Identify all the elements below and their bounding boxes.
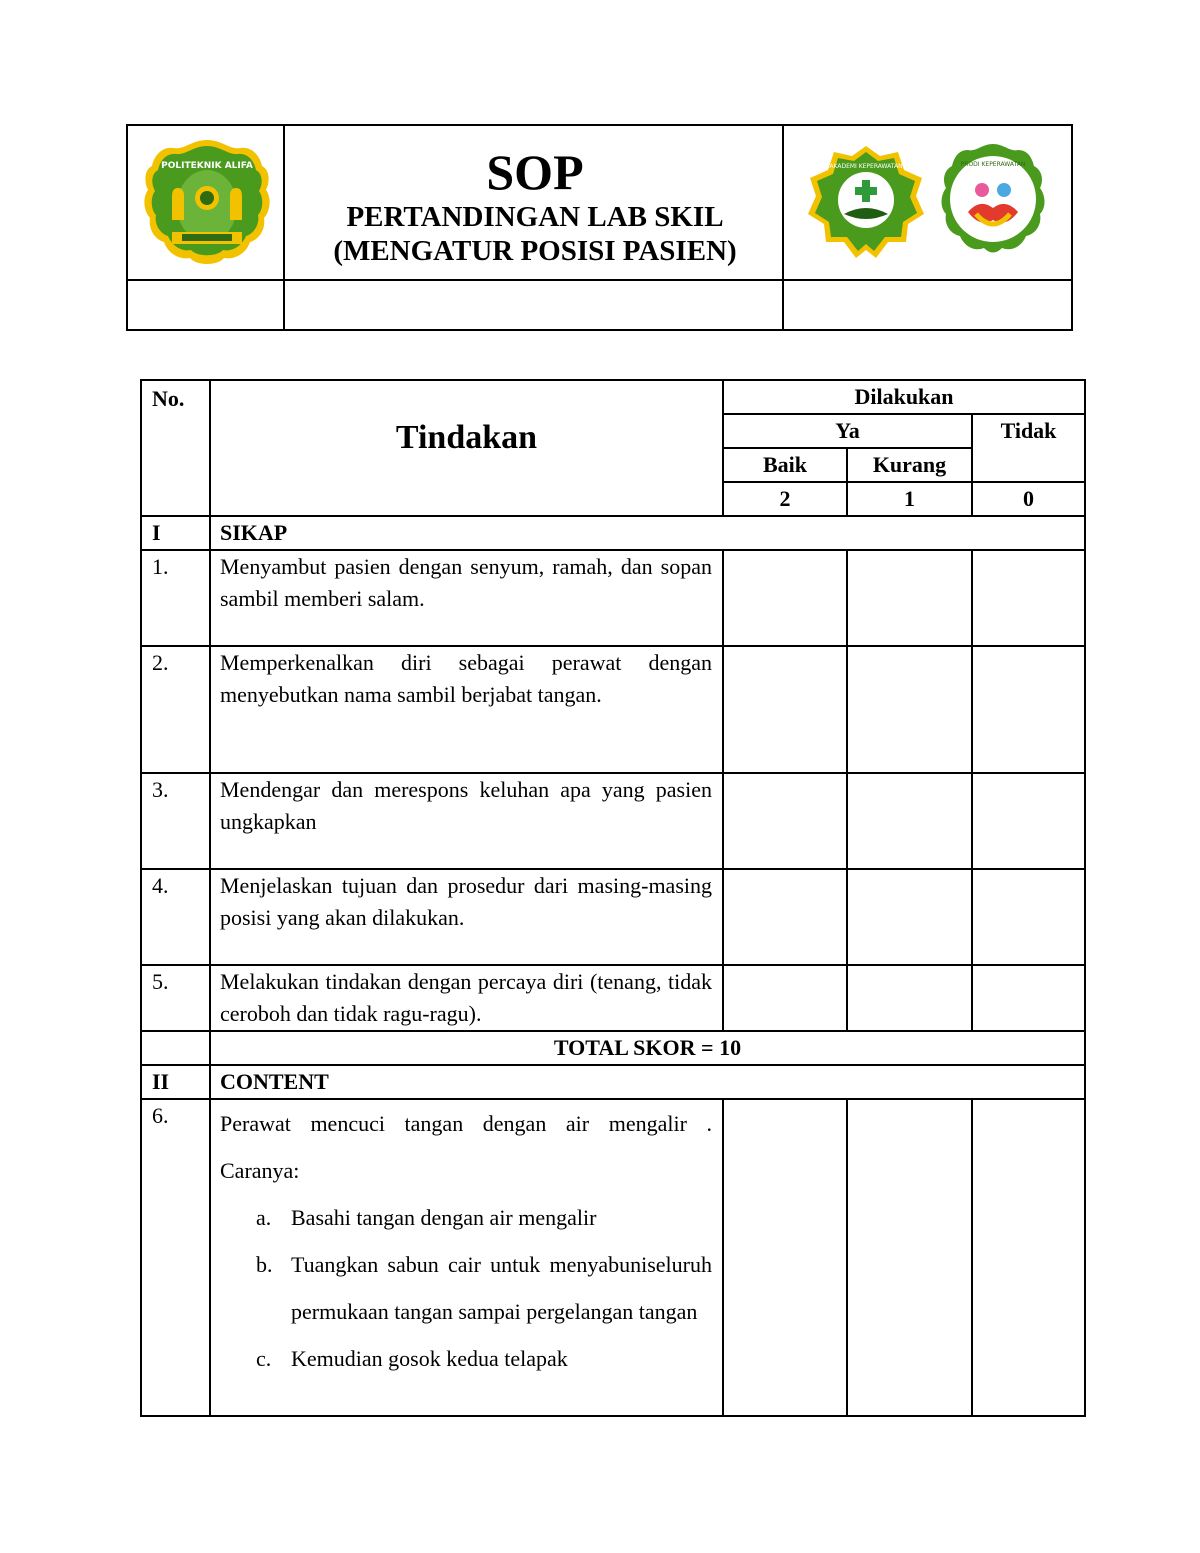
score-cell-less[interactable] — [847, 773, 972, 869]
section-number: I — [141, 516, 210, 550]
score-cell-good[interactable] — [723, 550, 847, 646]
column-header-yes: Ya — [723, 414, 972, 448]
section-row — [141, 516, 1085, 550]
score-cell-good[interactable] — [723, 773, 847, 869]
institution-logo-right-program — [936, 142, 1050, 256]
section-row — [141, 1065, 1085, 1099]
score-cell-good[interactable] — [723, 646, 847, 773]
total-blank-cell — [141, 1031, 210, 1065]
sop-header — [126, 124, 1073, 331]
step-marker: a. — [256, 1205, 272, 1230]
header-divider — [283, 126, 285, 329]
score-cell-less[interactable] — [847, 550, 972, 646]
column-header-good: Baik — [723, 448, 847, 482]
page-title: SOP — [486, 144, 584, 200]
step-text: Tuangkan sabun cair untuk menyabuniseluruh permukaan tangan sampai pergelangan tangan — [291, 1252, 712, 1324]
item-text: Memperkenalkan diri sebagai perawat dengan menyebutkan nama sambil berjabat tangan. — [210, 646, 723, 773]
page-subtitle-line2: (MENGATUR POSISI PASIEN) — [333, 235, 737, 267]
item-number: 1. — [141, 550, 210, 646]
column-header-action: Tindakan — [210, 380, 723, 516]
score-less: 1 — [847, 482, 972, 516]
logo-right1-text: AKADEMI KEPERAWATAN — [829, 163, 903, 170]
item-number: 4. — [141, 869, 210, 965]
step-text: Kemudian gosok kedua telapak — [291, 1346, 568, 1371]
item-number: 2. — [141, 646, 210, 773]
assessment-table — [140, 379, 1086, 1417]
table-row — [141, 773, 1085, 869]
score-cell-none[interactable] — [972, 773, 1085, 869]
table-row — [141, 550, 1085, 646]
score-cell-none[interactable] — [972, 869, 1085, 965]
title-block — [286, 126, 784, 279]
item-text: Perawat mencuci tangan dengan air mengalir . Caranya: — [220, 1111, 712, 1183]
item-text: Menjelaskan tujuan dan prosedur dari masing-masing posisi yang akan dilakukan. — [210, 869, 723, 965]
table-row — [141, 646, 1085, 773]
table-row — [141, 965, 1085, 1031]
score-none: 0 — [972, 482, 1085, 516]
column-header-no: No. — [141, 380, 210, 516]
total-score: TOTAL SKOR = 10 — [210, 1031, 1085, 1065]
step-text: Basahi tangan dengan air mengalir — [291, 1205, 597, 1230]
table-row — [141, 869, 1085, 965]
score-cell-none[interactable] — [972, 550, 1085, 646]
score-cell-less[interactable] — [847, 965, 972, 1031]
section-title: CONTENT — [210, 1065, 1085, 1099]
item-text: Mendengar dan merespons keluhan apa yang pasien ungkapkan — [210, 773, 723, 869]
logo-left-text: POLITEKNIK ALIFA — [161, 161, 253, 171]
score-cell-good[interactable] — [723, 1099, 847, 1416]
step-marker: c. — [256, 1346, 272, 1371]
section-number: II — [141, 1065, 210, 1099]
score-good: 2 — [723, 482, 847, 516]
step-marker: b. — [256, 1252, 273, 1277]
score-cell-good[interactable] — [723, 965, 847, 1031]
item-text: Menyambut pasien dengan senyum, ramah, dan sopan sambil memberi salam. — [210, 550, 723, 646]
score-cell-none[interactable] — [972, 1099, 1085, 1416]
page-subtitle-line1: PERTANDINGAN LAB SKIL — [346, 201, 724, 233]
logo-right2-text: PRODI KEPERAWATAN — [960, 161, 1026, 168]
column-header-not-done: Tidak — [972, 414, 1085, 482]
header-divider — [128, 279, 1071, 281]
item-content — [210, 1099, 723, 1416]
section-title: SIKAP — [210, 516, 1085, 550]
table-row — [141, 1099, 1085, 1416]
list-item — [220, 1241, 712, 1335]
score-cell-less[interactable] — [847, 646, 972, 773]
item-number: 3. — [141, 773, 210, 869]
institution-logo-left — [142, 136, 272, 268]
item-number: 5. — [141, 965, 210, 1031]
total-row — [141, 1031, 1085, 1065]
step-list — [220, 1194, 712, 1382]
item-number: 6. — [141, 1099, 210, 1416]
list-item — [220, 1335, 712, 1382]
score-cell-none[interactable] — [972, 965, 1085, 1031]
score-cell-less[interactable] — [847, 869, 972, 965]
item-text: Melakukan tindakan dengan percaya diri (tenang, tidak ceroboh dan tidak ragu-ragu). — [210, 965, 723, 1031]
column-header-done: Dilakukan — [723, 380, 1085, 414]
list-item — [220, 1194, 712, 1241]
institution-logo-right-nursing — [806, 144, 926, 262]
column-header-less: Kurang — [847, 448, 972, 482]
score-cell-less[interactable] — [847, 1099, 972, 1416]
score-cell-none[interactable] — [972, 646, 1085, 773]
score-cell-good[interactable] — [723, 869, 847, 965]
